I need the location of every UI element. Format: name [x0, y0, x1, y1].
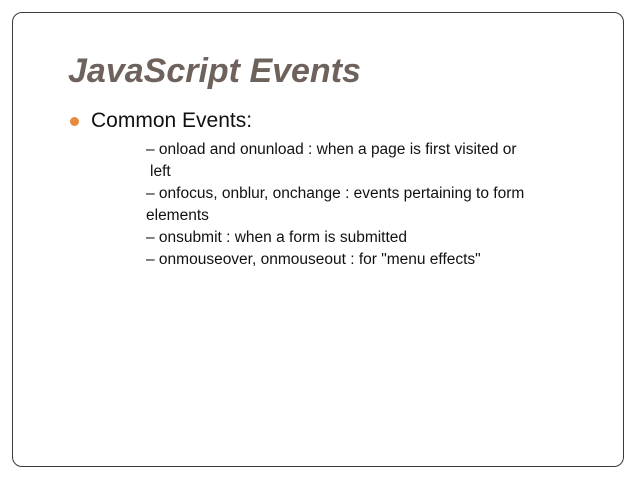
sub-item-text: – onfocus, onblur, onchange : events pertaining to form	[146, 185, 525, 202]
sub-bullet-list	[146, 139, 596, 271]
sub-item-onload	[146, 139, 596, 183]
sub-item-onsubmit	[146, 227, 596, 249]
sub-item-text: – onload and onunload : when a page is first visited or	[146, 141, 517, 158]
slide-title: JavaScript Events	[68, 52, 361, 90]
sub-item-onfocus	[146, 183, 596, 227]
sub-item-text-continued: elements	[146, 207, 209, 224]
bullet-dot-icon	[70, 117, 79, 126]
main-bullet-item	[70, 108, 252, 134]
sub-item-onmouseover	[146, 249, 596, 271]
main-bullet-text: Common Events:	[91, 109, 253, 132]
sub-item-text-continued: left	[150, 163, 171, 180]
sub-item-text: – onmouseover, onmouseout : for "menu effects"	[146, 251, 481, 268]
sub-item-text: – onsubmit : when a form is submitted	[146, 229, 408, 246]
